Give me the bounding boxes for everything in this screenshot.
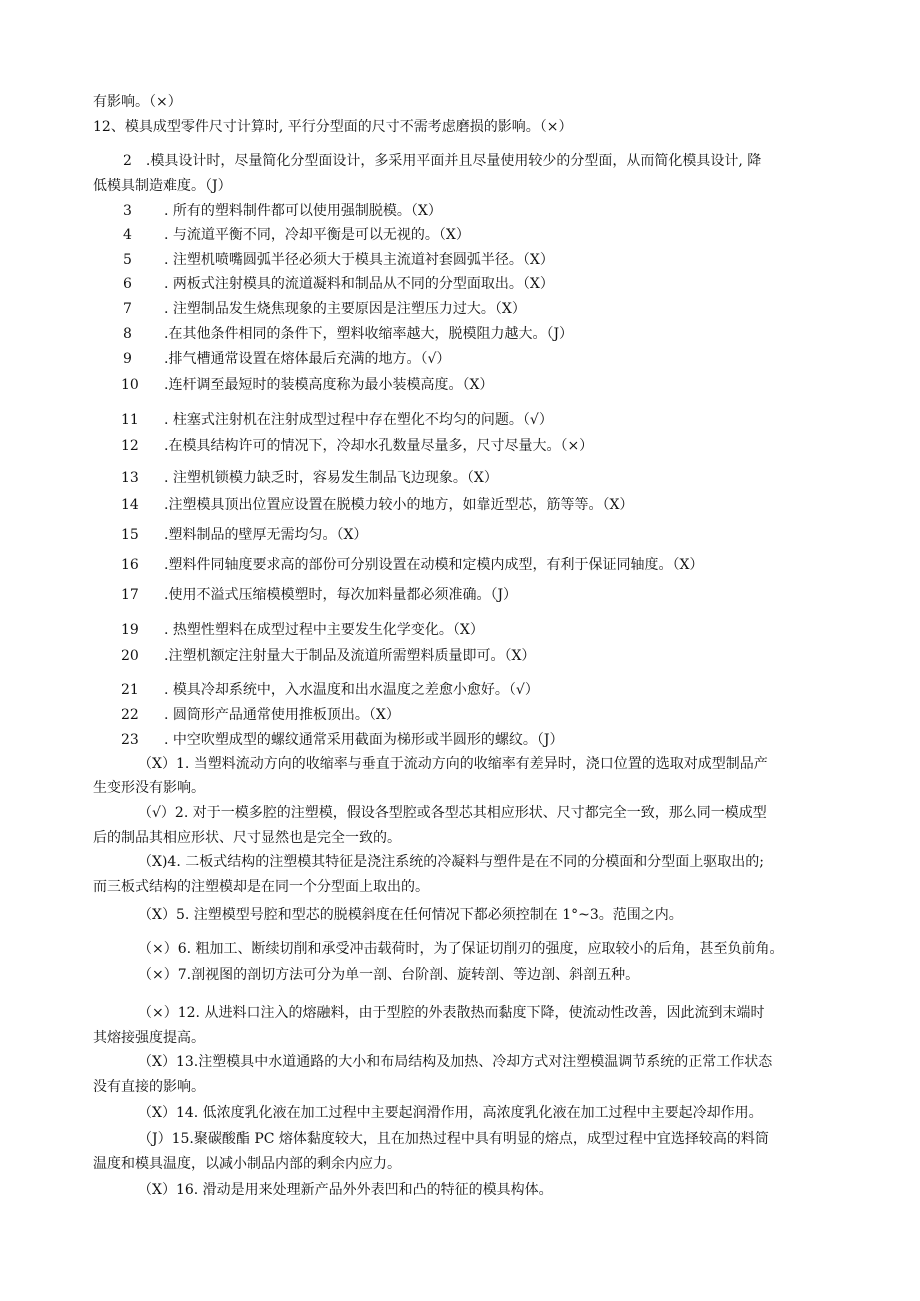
item-text: . 模具冷却系统中，入水温度和出水温度之差愈小愈好。（√） <box>164 682 539 698</box>
paragraph-line: 后的制品其相应形状、尺寸显然也是完全一致的。 <box>93 830 401 846</box>
item-number: 11 <box>121 412 139 428</box>
paragraph-line: 而三板式结构的注塑模却是在同一个分型面上取出的。 <box>93 879 429 895</box>
item-number: 21 <box>121 682 139 698</box>
item-text: . 圆筒形产品通常使用推板顶出。（X） <box>164 707 400 723</box>
paragraph-line: （X）5. 注塑模型号腔和型芯的脱模斜度在任何情况下都必须控制在 1°~3。范围之内。 <box>138 907 683 923</box>
item-text: . 注塑制品发生烧焦现象的主要原因是注塑压力过大。（X） <box>164 301 526 317</box>
item-number: 5 <box>123 252 132 268</box>
item-number: 12 <box>121 438 139 454</box>
item-text: .塑料制品的壁厚无需均匀。（X） <box>164 527 368 543</box>
item-number: 15 <box>121 527 139 543</box>
item-text: .塑料件同轴度要求高的部份可分别设置在动模和定模内成型，有利于保证同轴度。（X） <box>164 557 704 573</box>
item-text: .注塑模具顶出位置应设置在脱模力较小的地方，如靠近型芯，筋等等。（X） <box>164 497 634 513</box>
item-number: 22 <box>121 707 139 723</box>
item-text: . 两板式注射模具的流道凝料和制品从不同的分型面取出。（X） <box>164 276 554 292</box>
paragraph-line: （×）7.剖视图的剖切方法可分为单一剖、台阶剖、旋转剖、等边剖、斜剖五种。 <box>138 967 640 983</box>
paragraph-line: （×）12. 从进料口注入的熔融料，由于型腔的外表散热而黏度下降，使流动性改善，因此流到末端时 <box>138 1005 765 1021</box>
item-text: .连杆调至最短时的装模高度称为最小装模高度。（X） <box>164 377 494 393</box>
text-line: 2 .模具设计时，尽量简化分型面设计，多采用平面并且尽量使用较少的分型面，从而简化模具设计, 降 <box>123 153 762 169</box>
item-number: 20 <box>121 648 139 664</box>
item-number: 3 <box>123 203 132 219</box>
paragraph-line: （×）6. 粗加工、断续切削和承受冲击载荷时，为了保证切削刃的强度，应取较小的后角，甚至负前角。 <box>138 941 784 957</box>
paragraph-line: （X）13.注塑模具中水道通路的大小和布局结构及加热、冷却方式对注塑模温调节系统的正常工作状态 <box>138 1054 773 1070</box>
text-line: 12、模具成型零件尺寸计算时, 平行分型面的尺寸不需考虑磨损的影响。（×） <box>93 119 573 135</box>
item-number: 6 <box>123 276 132 292</box>
item-number: 8 <box>123 326 132 342</box>
text-line: 低模具制造难度。（J） <box>93 178 232 194</box>
paragraph-line: （J）15.聚碳酸酯 PC 熔体黏度较大，且在加热过程中具有明显的熔点，成型过程中宜选择较高的料筒 <box>138 1131 769 1147</box>
item-number: 19 <box>121 622 139 638</box>
item-text: . 注塑机喷嘴圆弧半径必须大于模具主流道衬套圆弧半径。（X） <box>164 252 554 268</box>
item-text: .排气槽通常设置在熔体最后充满的地方。（√） <box>164 351 451 367</box>
item-text: . 所有的塑料制件都可以使用强制脱模。（X） <box>164 203 442 219</box>
item-number: 23 <box>121 732 139 748</box>
item-text: . 注塑机锁模力缺乏时，容易发生制品飞边现象。（X） <box>164 470 498 486</box>
item-number: 4 <box>123 227 132 243</box>
item-number: 13 <box>121 470 139 486</box>
item-number: 14 <box>121 497 139 513</box>
item-number: 7 <box>123 301 132 317</box>
paragraph-line: 生变形没有影响。 <box>93 780 205 796</box>
paragraph-line: 没有直接的影响。 <box>93 1079 205 1095</box>
item-text: .使用不溢式压缩模模塑时，每次加料量都必须准确。（J） <box>164 587 518 603</box>
paragraph-line: （X）16. 滑动是用来处理新产品外外表凹和凸的特征的模具构体。 <box>138 1182 553 1198</box>
item-text: . 柱塞式注射机在注射成型过程中存在塑化不均匀的问题。（√） <box>164 412 553 428</box>
paragraph-line: （X）14. 低浓度乳化液在加工过程中主要起润滑作用，高浓度乳化液在加工过程中主要起冷却作用。 <box>138 1105 763 1121</box>
item-text: . 中空吹塑成型的螺纹通常采用截面为梯形或半圆形的螺纹。（J） <box>164 732 564 748</box>
paragraph-line: 温度和模具温度，以减小制品内部的剩余内应力。 <box>93 1156 401 1172</box>
paragraph-line: （√）2. 对于一模多腔的注塑模，假设各型腔或各型芯其相应形状、尺寸都完全一致，那么同一模成型 <box>138 805 767 821</box>
item-text: .注塑机额定注射量大于制品及流道所需塑料质量即可。（X） <box>164 648 536 664</box>
item-text: .在其他条件相同的条件下，塑料收缩率越大，脱模阻力越大。（J） <box>164 326 574 342</box>
paragraph-line: （X）1. 当塑料流动方向的收缩率与垂直于流动方向的收缩率有差异时，浇口位置的选取对成型制品产 <box>138 756 768 772</box>
paragraph-line: 其熔接强度提高。 <box>93 1030 205 1046</box>
item-number: 9 <box>123 351 132 367</box>
paragraph-line: （X)4. 二板式结构的注塑模其特征是浇注系统的冷凝料与塑件是在不同的分模面和分型面上驱取出的; <box>138 854 764 870</box>
item-text: . 与流道平衡不同，冷却平衡是可以无视的。（X） <box>164 227 470 243</box>
item-number: 16 <box>121 557 139 573</box>
text-line: 有影响。（×） <box>93 94 182 110</box>
item-number: 10 <box>121 377 139 393</box>
item-text: .在模具结构许可的情况下，冷却水孔数量尽量多，尺寸尽量大。（×） <box>164 438 594 454</box>
item-text: . 热塑性塑料在成型过程中主要发生化学变化。（X） <box>164 622 484 638</box>
item-number: 17 <box>121 587 139 603</box>
